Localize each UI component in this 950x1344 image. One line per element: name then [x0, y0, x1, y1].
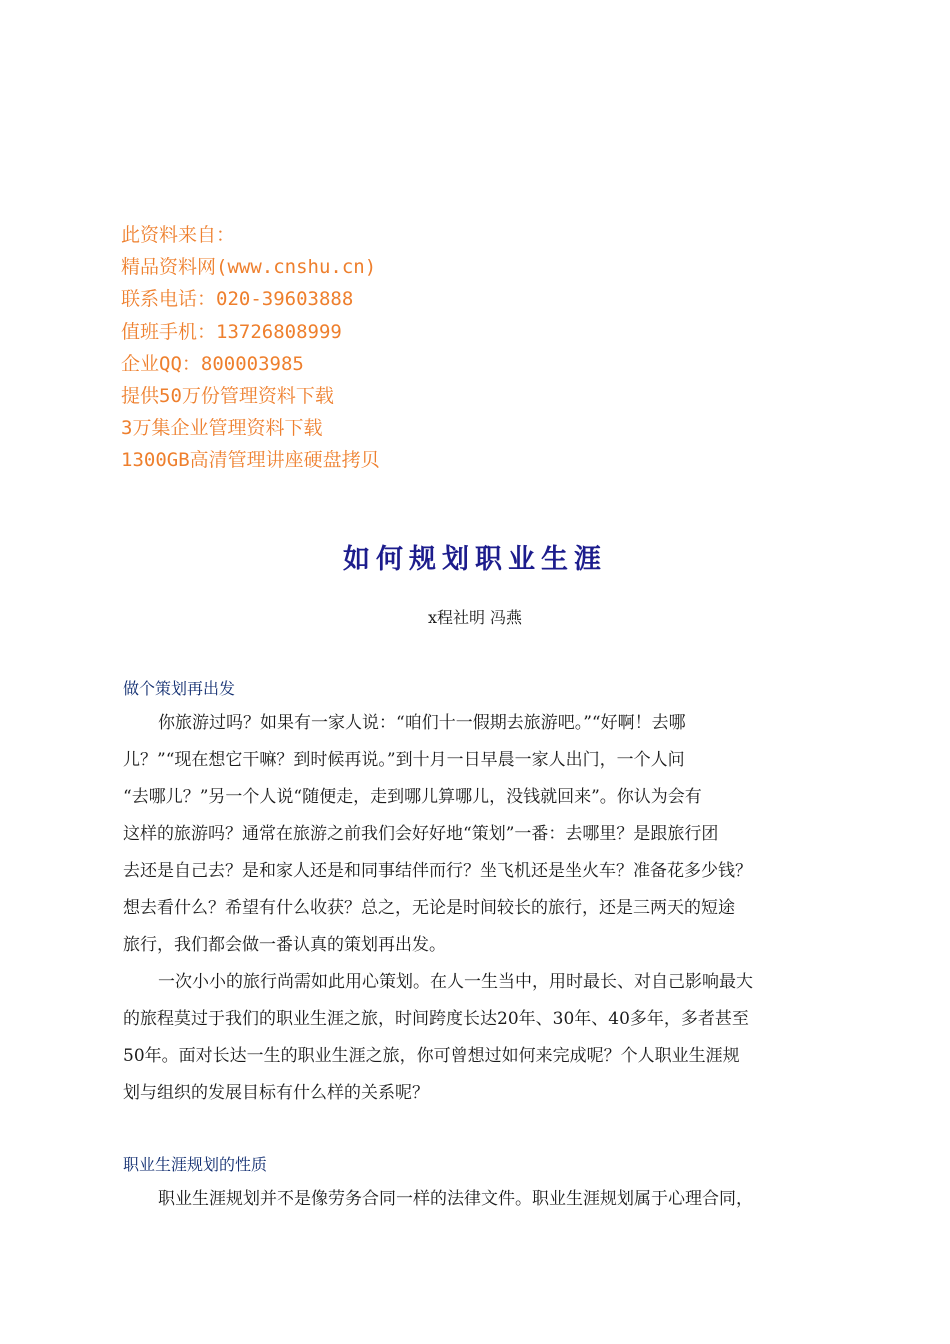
source-line: 1300GB高清管理讲座硬盘拷贝	[121, 449, 380, 472]
paragraph-line: 一次小小的旅行尚需如此用心策划。在人一生当中，用时最长、对自己影响最大	[158, 972, 753, 992]
article-author: x程社明 冯燕	[427, 608, 523, 627]
source-info-block	[121, 219, 541, 477]
paragraph-line: 儿？”“现在想它干嘛？到时候再说。”到十月一日早晨一家人出门，一个人问	[123, 750, 685, 770]
paragraph-line: 职业生涯规划并不是像劳务合同一样的法律文件。职业生涯规划属于心理合同，	[158, 1189, 753, 1209]
source-line: 此资料来自：	[121, 224, 236, 246]
paragraph-line: 这样的旅游吗？通常在旅游之前我们会好好地“策划”一番：去哪里？是跟旅行团	[123, 824, 719, 844]
paragraph-line: 想去看什么？希望有什么收获？总之，无论是时间较长的旅行，还是三两天的短途	[123, 898, 735, 918]
paragraph-line: 的旅程莫过于我们的职业生涯之旅，时间跨度长达20年、30年、40多年，多者甚至	[123, 1009, 749, 1029]
section-heading: 职业生涯规划的性质	[123, 1155, 268, 1174]
source-line: 提供50万份管理资料下载	[121, 384, 334, 407]
paragraph-line: “去哪儿？”另一个人说“随便走，走到哪儿算哪儿，没钱就回来”。你认为会有	[123, 787, 702, 807]
source-line: 值班手机：13726808999	[121, 320, 342, 343]
paragraph-line: 你旅游过吗？如果有一家人说：“咱们十一假期去旅游吧。”“好啊！去哪	[158, 713, 686, 733]
paragraph-line: 划与组织的发展目标有什么样的关系呢？	[123, 1083, 429, 1103]
paragraph-line: 旅行，我们都会做一番认真的策划再出发。	[123, 935, 446, 955]
source-line: 3万集企业管理资料下载	[121, 417, 323, 440]
source-line: 精品资料网(www.cnshu.cn)	[121, 256, 377, 279]
source-line: 联系电话：020-39603888	[121, 288, 354, 311]
article-title: 如何规划职业生涯	[343, 544, 607, 575]
source-line: 企业QQ：800003985	[121, 352, 304, 375]
paragraph-line: 去还是自己去？是和家人还是和同事结伴而行？坐飞机还是坐火车？准备花多少钱？	[123, 861, 752, 881]
section-heading: 做个策划再出发	[123, 679, 236, 698]
paragraph-line: 50年。面对长达一生的职业生涯之旅，你可曾想过如何来完成呢？个人职业生涯规	[123, 1046, 740, 1066]
